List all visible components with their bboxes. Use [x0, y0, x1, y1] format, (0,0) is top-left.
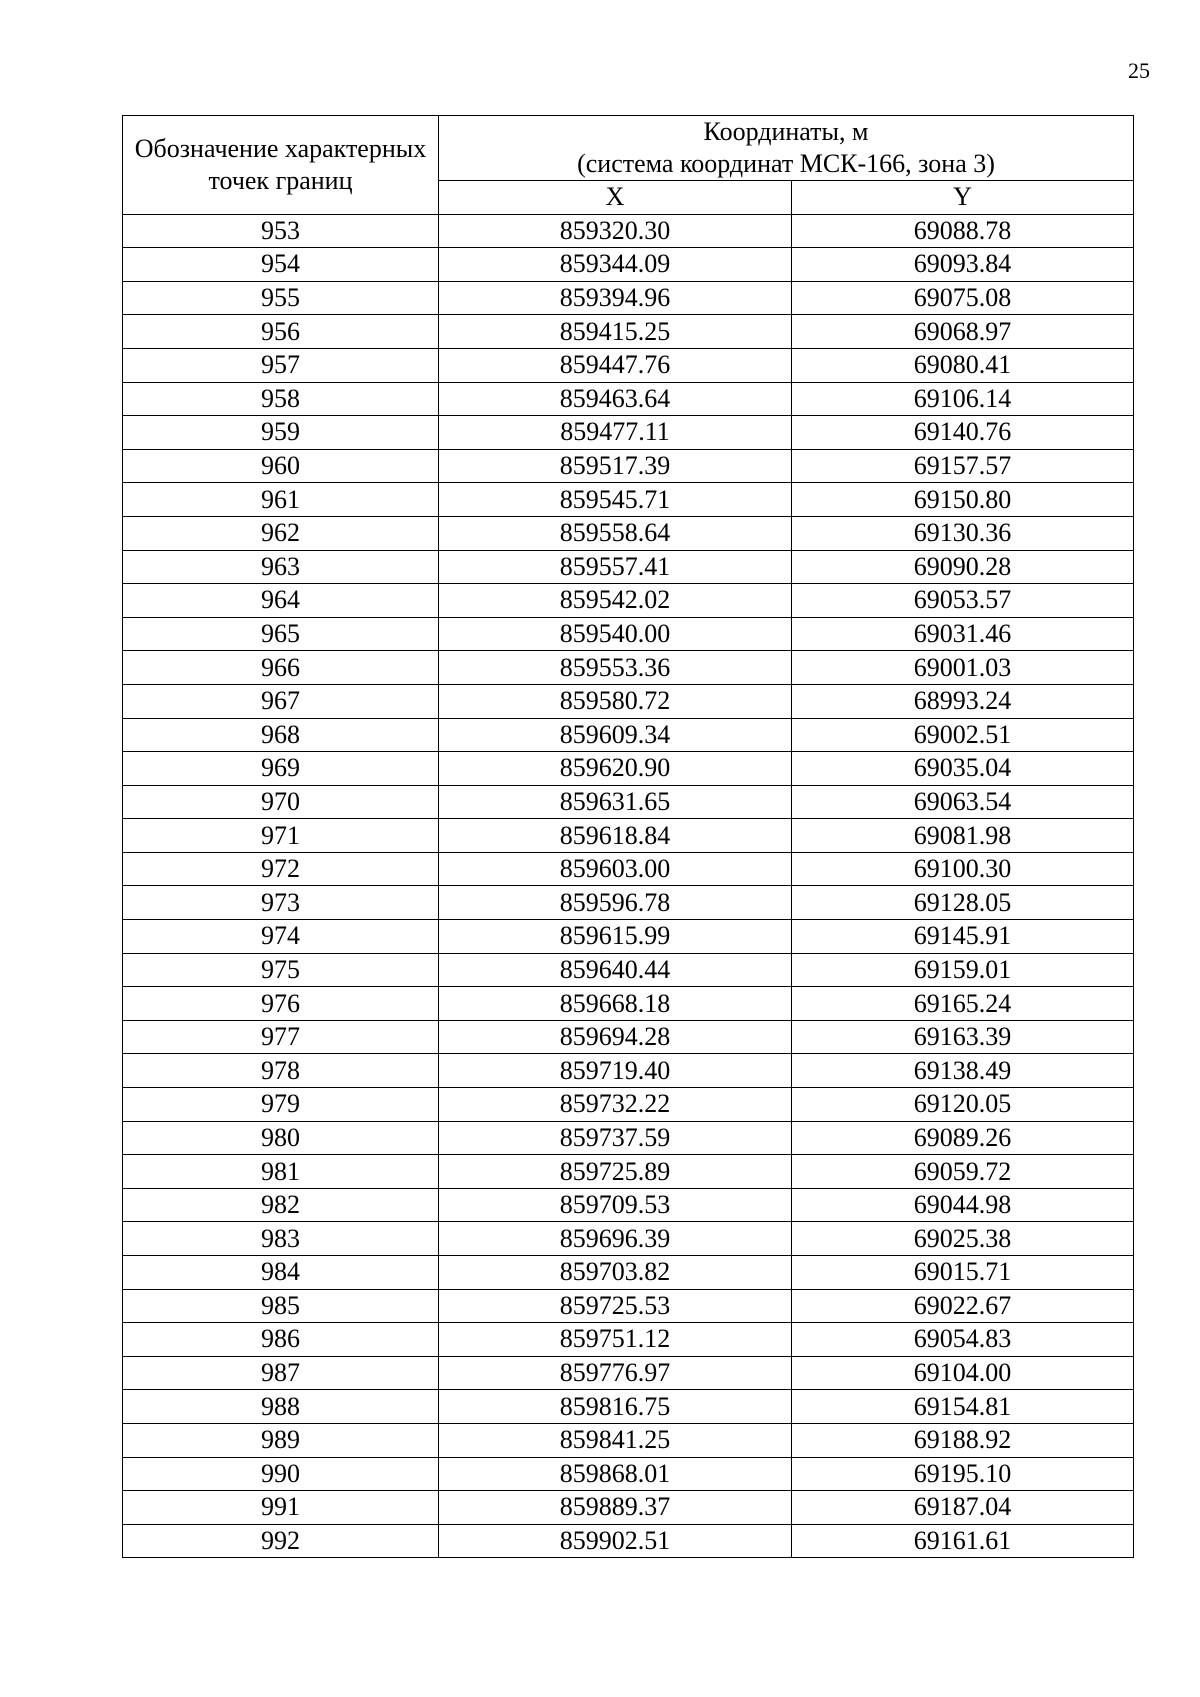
y-coordinate-cell: 69130.36: [792, 516, 1134, 550]
y-coordinate-cell: 69002.51: [792, 718, 1134, 752]
table-row: [123, 1155, 1134, 1189]
table-row: [123, 584, 1134, 618]
y-coordinate-cell: 69059.72: [792, 1155, 1134, 1189]
table-row: [123, 886, 1134, 920]
point-id-cell: 983: [123, 1222, 439, 1256]
x-coordinate-cell: 859344.09: [439, 248, 792, 282]
x-coordinate-cell: 859596.78: [439, 886, 792, 920]
table-row: [123, 1256, 1134, 1290]
y-coordinate-cell: 69093.84: [792, 248, 1134, 282]
x-coordinate-cell: 859603.00: [439, 852, 792, 886]
point-id-cell: 961: [123, 483, 439, 517]
table-body: [123, 214, 1134, 1558]
point-id-cell: 969: [123, 752, 439, 786]
x-coordinate-cell: 859580.72: [439, 684, 792, 718]
y-coordinate-cell: 69157.57: [792, 449, 1134, 483]
y-coordinate-cell: 69163.39: [792, 1020, 1134, 1054]
x-coordinate-cell: 859463.64: [439, 382, 792, 416]
x-coordinate-cell: 859889.37: [439, 1491, 792, 1525]
table-row: [123, 449, 1134, 483]
x-coordinate-cell: 859751.12: [439, 1323, 792, 1357]
point-id-cell: 971: [123, 819, 439, 853]
y-coordinate-cell: 69088.78: [792, 214, 1134, 248]
point-id-cell: 989: [123, 1423, 439, 1457]
y-coordinate-cell: 69104.00: [792, 1356, 1134, 1390]
y-coordinate-cell: 69100.30: [792, 852, 1134, 886]
point-id-cell: 974: [123, 920, 439, 954]
point-id-cell: 966: [123, 651, 439, 685]
point-id-cell: 958: [123, 382, 439, 416]
table-row: [123, 1054, 1134, 1088]
header-coordinates-system: (система координат МСК-166, зона 3): [577, 149, 995, 178]
point-id-cell: 953: [123, 214, 439, 248]
table-row: [123, 1289, 1134, 1323]
x-coordinate-cell: 859696.39: [439, 1222, 792, 1256]
table-row: [123, 617, 1134, 651]
point-id-cell: 957: [123, 348, 439, 382]
point-id-cell: 972: [123, 852, 439, 886]
point-id-cell: 970: [123, 785, 439, 819]
x-coordinate-cell: 859703.82: [439, 1256, 792, 1290]
table-row: [123, 987, 1134, 1021]
x-coordinate-cell: 859558.64: [439, 516, 792, 550]
table-row: [123, 1491, 1134, 1525]
table-row: [123, 852, 1134, 886]
y-coordinate-cell: 69015.71: [792, 1256, 1134, 1290]
point-id-cell: 980: [123, 1121, 439, 1155]
point-id-cell: 954: [123, 248, 439, 282]
header-point-designation: Обозначение характерных точек границ: [123, 116, 439, 215]
x-coordinate-cell: 859719.40: [439, 1054, 792, 1088]
table-row: [123, 1088, 1134, 1122]
x-coordinate-cell: 859902.51: [439, 1524, 792, 1558]
x-coordinate-cell: 859709.53: [439, 1188, 792, 1222]
y-coordinate-cell: 69165.24: [792, 987, 1134, 1021]
table-row: [123, 1020, 1134, 1054]
x-coordinate-cell: 859725.53: [439, 1289, 792, 1323]
y-coordinate-cell: 69075.08: [792, 281, 1134, 315]
y-coordinate-cell: 69195.10: [792, 1457, 1134, 1491]
point-id-cell: 985: [123, 1289, 439, 1323]
y-coordinate-cell: 69128.05: [792, 886, 1134, 920]
table-row: [123, 1222, 1134, 1256]
x-coordinate-cell: 859618.84: [439, 819, 792, 853]
y-coordinate-cell: 69188.92: [792, 1423, 1134, 1457]
point-id-cell: 991: [123, 1491, 439, 1525]
y-coordinate-cell: 69025.38: [792, 1222, 1134, 1256]
table-row: [123, 920, 1134, 954]
x-coordinate-cell: 859668.18: [439, 987, 792, 1021]
table-row: [123, 1390, 1134, 1424]
table-row: [123, 752, 1134, 786]
y-coordinate-cell: 69035.04: [792, 752, 1134, 786]
point-id-cell: 976: [123, 987, 439, 1021]
x-coordinate-cell: 859447.76: [439, 348, 792, 382]
point-id-cell: 979: [123, 1088, 439, 1122]
y-coordinate-cell: 69063.54: [792, 785, 1134, 819]
y-coordinate-cell: 69081.98: [792, 819, 1134, 853]
x-coordinate-cell: 859615.99: [439, 920, 792, 954]
y-coordinate-cell: 69161.61: [792, 1524, 1134, 1558]
table-row: [123, 718, 1134, 752]
table-row: [123, 785, 1134, 819]
point-id-cell: 984: [123, 1256, 439, 1290]
y-coordinate-cell: 69120.05: [792, 1088, 1134, 1122]
y-coordinate-cell: 69159.01: [792, 953, 1134, 987]
y-coordinate-cell: 69001.03: [792, 651, 1134, 685]
x-coordinate-cell: 859631.65: [439, 785, 792, 819]
point-id-cell: 960: [123, 449, 439, 483]
x-coordinate-cell: 859816.75: [439, 1390, 792, 1424]
y-coordinate-cell: 69138.49: [792, 1054, 1134, 1088]
table-row: [123, 1423, 1134, 1457]
y-coordinate-cell: 69068.97: [792, 315, 1134, 349]
table-row: [123, 1323, 1134, 1357]
x-coordinate-cell: 859737.59: [439, 1121, 792, 1155]
y-coordinate-cell: 69080.41: [792, 348, 1134, 382]
table-row: [123, 348, 1134, 382]
x-coordinate-cell: 859553.36: [439, 651, 792, 685]
x-coordinate-cell: 859609.34: [439, 718, 792, 752]
table-row: [123, 516, 1134, 550]
x-coordinate-cell: 859640.44: [439, 953, 792, 987]
table-row: [123, 382, 1134, 416]
table-row: [123, 953, 1134, 987]
header-y: Y: [792, 181, 1134, 215]
x-coordinate-cell: 859394.96: [439, 281, 792, 315]
y-coordinate-cell: 69150.80: [792, 483, 1134, 517]
point-id-cell: 973: [123, 886, 439, 920]
table-row: [123, 651, 1134, 685]
y-coordinate-cell: 69089.26: [792, 1121, 1134, 1155]
point-id-cell: 992: [123, 1524, 439, 1558]
y-coordinate-cell: 69053.57: [792, 584, 1134, 618]
x-coordinate-cell: 859517.39: [439, 449, 792, 483]
x-coordinate-cell: 859776.97: [439, 1356, 792, 1390]
table-row: [123, 248, 1134, 282]
point-id-cell: 977: [123, 1020, 439, 1054]
table-row: [123, 1356, 1134, 1390]
header-coordinates: [439, 116, 1134, 181]
table-row: [123, 1188, 1134, 1222]
x-coordinate-cell: 859868.01: [439, 1457, 792, 1491]
x-coordinate-cell: 859557.41: [439, 550, 792, 584]
x-coordinate-cell: 859542.02: [439, 584, 792, 618]
table-row: [123, 281, 1134, 315]
point-id-cell: 981: [123, 1155, 439, 1189]
point-id-cell: 988: [123, 1390, 439, 1424]
x-coordinate-cell: 859694.28: [439, 1020, 792, 1054]
table-row: [123, 684, 1134, 718]
point-id-cell: 975: [123, 953, 439, 987]
x-coordinate-cell: 859620.90: [439, 752, 792, 786]
y-coordinate-cell: 69022.67: [792, 1289, 1134, 1323]
point-id-cell: 956: [123, 315, 439, 349]
point-id-cell: 968: [123, 718, 439, 752]
point-id-cell: 963: [123, 550, 439, 584]
coordinates-table: [122, 115, 1134, 1558]
y-coordinate-cell: 69145.91: [792, 920, 1134, 954]
point-id-cell: 986: [123, 1323, 439, 1357]
x-coordinate-cell: 859545.71: [439, 483, 792, 517]
point-id-cell: 962: [123, 516, 439, 550]
table-row: [123, 819, 1134, 853]
y-coordinate-cell: 69187.04: [792, 1491, 1134, 1525]
table-row: [123, 1121, 1134, 1155]
table-row: [123, 1457, 1134, 1491]
header-x: X: [439, 181, 792, 215]
point-id-cell: 987: [123, 1356, 439, 1390]
x-coordinate-cell: 859415.25: [439, 315, 792, 349]
point-id-cell: 982: [123, 1188, 439, 1222]
point-id-cell: 955: [123, 281, 439, 315]
y-coordinate-cell: 69140.76: [792, 416, 1134, 450]
page-number: 25: [1128, 58, 1150, 83]
point-id-cell: 978: [123, 1054, 439, 1088]
point-id-cell: 990: [123, 1457, 439, 1491]
point-id-cell: 967: [123, 684, 439, 718]
x-coordinate-cell: 859725.89: [439, 1155, 792, 1189]
table-row: [123, 416, 1134, 450]
x-coordinate-cell: 859540.00: [439, 617, 792, 651]
table-row: [123, 1524, 1134, 1558]
x-coordinate-cell: 859477.11: [439, 416, 792, 450]
table-row: [123, 483, 1134, 517]
table-row: [123, 315, 1134, 349]
y-coordinate-cell: 69090.28: [792, 550, 1134, 584]
table-row: [123, 214, 1134, 248]
y-coordinate-cell: 69154.81: [792, 1390, 1134, 1424]
point-id-cell: 964: [123, 584, 439, 618]
point-id-cell: 965: [123, 617, 439, 651]
y-coordinate-cell: 69054.83: [792, 1323, 1134, 1357]
header-coordinates-title: Координаты, м: [703, 117, 869, 146]
y-coordinate-cell: 68993.24: [792, 684, 1134, 718]
x-coordinate-cell: 859841.25: [439, 1423, 792, 1457]
x-coordinate-cell: 859732.22: [439, 1088, 792, 1122]
point-id-cell: 959: [123, 416, 439, 450]
x-coordinate-cell: 859320.30: [439, 214, 792, 248]
y-coordinate-cell: 69031.46: [792, 617, 1134, 651]
y-coordinate-cell: 69106.14: [792, 382, 1134, 416]
table-row: [123, 550, 1134, 584]
y-coordinate-cell: 69044.98: [792, 1188, 1134, 1222]
